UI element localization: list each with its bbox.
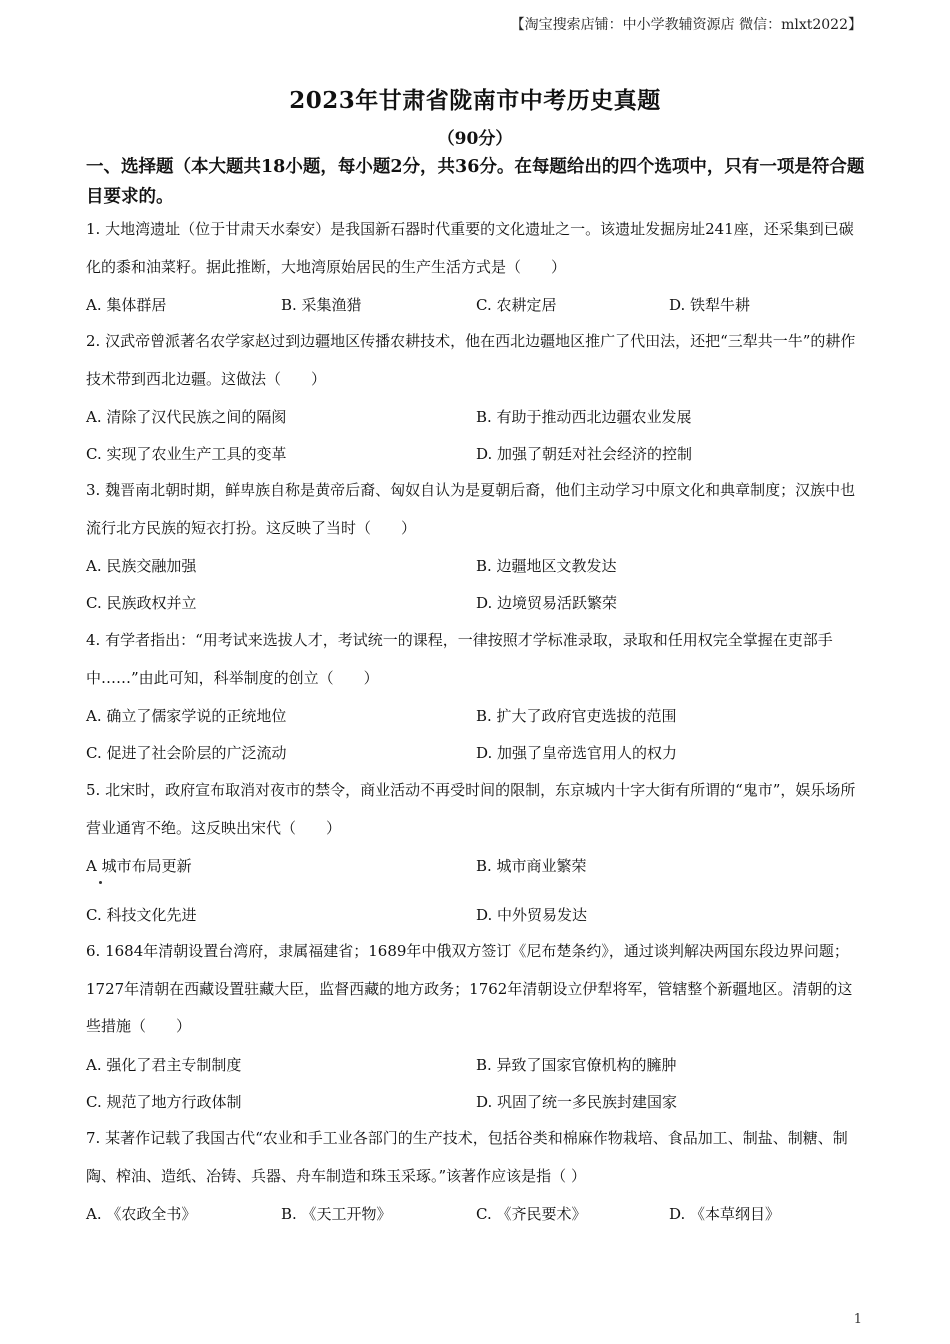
question-6-options-row-2 [86,1091,866,1121]
question-4-options-row-2 [86,742,866,772]
option-d: D. 加强了朝廷对社会经济的控制 [476,445,693,463]
option-c: C. 促进了社会阶层的广泛流动 [86,744,287,762]
exam-title: 2023年甘肃省陇南市中考历史真题 [289,87,661,114]
question-1 [86,211,866,286]
option-b: B. 有助于推动西北边疆农业发展 [476,408,692,426]
option-b: B. 采集渔猎 [281,296,362,314]
question-stem: 5. 北宋时，政府宣布取消对夜市的禁令，商业活动不再受时间的限制，东京城内十字大街有所谓的“鬼市”，娱乐场所营业通宵不绝。这反映出宋代（ ） [86,781,856,837]
option-a: A. 《农政全书》 [86,1205,197,1223]
section-heading: 一、选择题（本大题共18小题，每小题2分，共36分。在每题给出的四个选项中，只有一项是符合题目要求的。 [86,157,865,207]
question-3-options-row-1 [86,555,866,585]
option-a: A. 清除了汉代民族之间的隔阂 [86,408,287,426]
page-number: 1 [853,1312,862,1327]
option-a: A 城市布局更新 [86,857,192,875]
question-7-options [86,1203,866,1233]
question-stem: 6. 1684年清朝设置台湾府，隶属福建省；1689年中俄双方签订《尼布楚条约》，通过谈判解决两国东段边界问题；1727年清朝在西藏设置驻藏大臣，监督西藏的地方政务；1762年清朝设立伊犁将军，管辖整个新疆地区。清朝的这些措施（ ） [86,942,853,1035]
option-a: A. 民族交融加强 [86,557,197,575]
question-4-options-row-1 [86,705,866,735]
question-stem: 1. 大地湾遗址（位于甘肃天水秦安）是我国新石器时代重要的文化遗址之一。该遗址发掘房址241座，还采集到已碳化的黍和油菜籽。据此推断，大地湾原始居民的生产生活方式是（ ） [86,220,854,276]
option-c: C. 农耕定居 [476,296,557,314]
option-c: C. 科技文化先进 [86,906,197,924]
header-note: 【淘宝搜索店铺：中小学教辅资源店 微信：mlxt2022】 [510,17,862,33]
question-stem: 7. 某著作记载了我国古代“农业和手工业各部门的生产技术，包括谷类和棉麻作物栽培、食品加工、制盐、制糖、制陶、榨油、造纸、冶铸、兵器、舟车制造和珠玉采琢。”该著作应该是指（ ） [86,1129,848,1185]
option-d: D. 边境贸易活跃繁荣 [476,594,618,612]
option-c: C. 规范了地方行政体制 [86,1093,242,1111]
question-2 [86,323,866,398]
question-2-options-row-2 [86,443,866,473]
question-stem: 3. 魏晋南北朝时期，鲜卑族自称是黄帝后裔、匈奴自认为是夏朝后裔，他们主动学习中原文化和典章制度；汉族中也流行北方民族的短衣打扮。这反映了当时（ ） [86,481,856,537]
question-3-options-row-2 [86,592,866,622]
question-1-options [86,294,866,324]
option-a: A. 集体群居 [86,296,167,314]
option-b: B. 城市商业繁荣 [476,857,587,875]
question-6 [86,933,866,1046]
option-b: B. 异致了国家官僚机构的臃肿 [476,1056,677,1074]
question-7 [86,1120,866,1195]
question-stem: 4. 有学者指出：“用考试来选拔人才，考试统一的课程，一律按照才学标准录取，录取和任用权完全掌握在吏部手中……”由此可知，科举制度的创立（ ） [86,631,833,687]
option-a: A. 强化了君主专制制度 [86,1056,242,1074]
question-5 [86,772,866,847]
option-d: D. 加强了皇帝选官用人的权力 [476,744,678,762]
question-5-options-row-1 [86,855,866,885]
option-b: B. 扩大了政府官吏选拔的范围 [476,707,677,725]
option-c: C. 《齐民要术》 [476,1205,587,1223]
option-c: C. 民族政权并立 [86,594,197,612]
option-d: D. 铁犁牛耕 [669,296,751,314]
question-6-options-row-1 [86,1054,866,1084]
question-stem: 2. 汉武帝曾派著名农学家赵过到边疆地区传播农耕技术，他在西北边疆地区推广了代田法，还把“三犁共一牛”的耕作技术带到西北边疆。这做法（ ） [86,332,856,388]
exam-score: （90分） [437,129,513,149]
question-4 [86,622,866,697]
stray-dot [99,881,102,884]
option-d: D. 巩固了统一多民族封建国家 [476,1093,678,1111]
option-b: B. 《天工开物》 [281,1205,392,1223]
option-b: B. 边疆地区文教发达 [476,557,617,575]
question-3 [86,472,866,547]
option-d: D. 中外贸易发达 [476,906,588,924]
option-d: D. 《本草纲目》 [669,1205,781,1223]
question-5-options-row-2 [86,904,866,934]
option-a: A. 确立了儒家学说的正统地位 [86,707,287,725]
question-2-options-row-1 [86,406,866,436]
option-c: C. 实现了农业生产工具的变革 [86,445,287,463]
